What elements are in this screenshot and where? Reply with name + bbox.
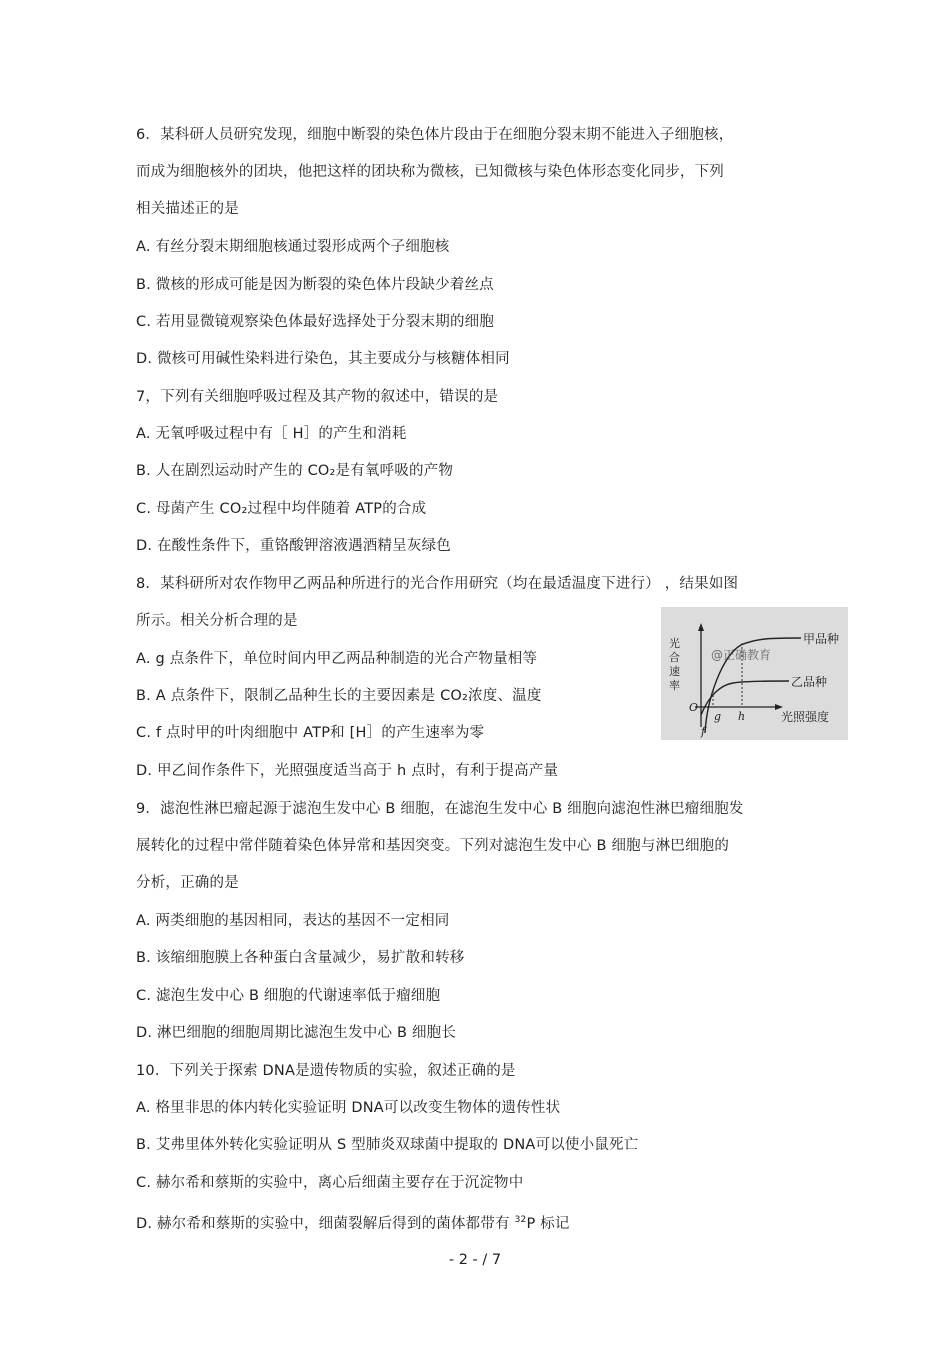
q9-option-b: B. 该缩细胞膜上各种蛋白含量减少，易扩散和转移 bbox=[136, 950, 465, 966]
q10-option-a: A. 格里非思的体内转化实验证明 DNA可以改变生物体的遗传性状 bbox=[136, 1100, 561, 1116]
q9-option-c: C. 滤泡生发中心 B 细胞的代谢速率低于瘤细胞 bbox=[136, 988, 441, 1004]
q10-option-d-suffix: P 标记 bbox=[526, 1216, 570, 1232]
point-label-o: O bbox=[689, 701, 699, 714]
q6-stem-line-2: 而成为细胞核外的团块，他把这样的团块称为微核，已知微核与染色体形态变化同步，下列 bbox=[136, 164, 724, 180]
q6-option-a: A. 有丝分裂末期细胞核通过裂形成两个子细胞核 bbox=[136, 239, 450, 255]
series-label-yi: 乙品种 bbox=[791, 675, 828, 689]
point-label-h: h bbox=[738, 710, 746, 723]
q9-option-a: A. 两类细胞的基因相同，表达的基因不一定相同 bbox=[136, 913, 450, 929]
point-label-g: g bbox=[714, 710, 722, 723]
isotope-superscript: 32 bbox=[514, 1215, 527, 1225]
watermark-text: @正确教育 bbox=[711, 648, 772, 662]
q6-option-d: D. 微核可用碱性染料进行染色，其主要成分与核糖体相同 bbox=[136, 351, 510, 367]
y-axis-label-1: 光 bbox=[669, 637, 680, 650]
q7-stem: 7，下列有关细胞呼吸过程及其产物的叙述中，错误的是 bbox=[136, 389, 499, 405]
q10-option-d-text: D. 赫尔希和蔡斯的实验中，细菌裂解后得到的菌体都带有 bbox=[136, 1216, 515, 1232]
series-label-jia: 甲品种 bbox=[803, 632, 840, 646]
q7-option-c: C. 母菌产生 CO₂过程中均伴随着 ATP的合成 bbox=[136, 501, 427, 517]
q9-stem-line-1: 9．滤泡性淋巴瘤起源于滤泡生发中心 B 细胞，在滤泡生发中心 B 细胞向滤泡性淋巴瘤细胞发 bbox=[136, 801, 744, 817]
y-axis-arrow bbox=[698, 623, 704, 631]
q8-option-b: B. A 点条件下，限制乙品种生长的主要因素是 CO₂浓度、温度 bbox=[136, 688, 542, 704]
q6-stem-line-1: 6．某科研人员研究发现，细胞中断裂的染色体片段由于在细胞分裂末期不能进入子细胞核， bbox=[136, 127, 734, 143]
y-axis-label-2: 合 bbox=[669, 651, 680, 664]
y-axis-label-3: 速 bbox=[669, 665, 680, 678]
q6-stem-line-3: 相关描述正的是 bbox=[136, 201, 239, 217]
page-number: - 2 - / 7 bbox=[448, 1252, 502, 1268]
q8-option-a: A. g 点条件下，单位时间内甲乙两品种制造的光合产物量相等 bbox=[136, 651, 538, 667]
q10-option-c: C. 赫尔希和蔡斯的实验中，离心后细菌主要存在于沉淀物中 bbox=[136, 1175, 524, 1191]
q7-option-b: B. 人在剧烈运动时产生的 CO₂是有氧呼吸的产物 bbox=[136, 463, 454, 479]
x-axis-label: 光照强度 bbox=[781, 710, 830, 724]
point-label-f: f bbox=[701, 725, 706, 738]
q8-stem-line-1: 8．某科研所对农作物甲乙两品种所进行的光合作用研究（均在最适温度下进行） ，结果如图 bbox=[136, 576, 739, 592]
q9-stem-line-3: 分析，正确的是 bbox=[136, 875, 239, 891]
q9-option-d: D. 淋巴细胞的细胞周期比滤泡生发中心 B 细胞长 bbox=[136, 1025, 457, 1041]
q8-stem-line-2: 所示。相关分析合理的是 bbox=[136, 613, 298, 629]
photosynthesis-figure bbox=[661, 607, 848, 740]
q6-option-b: B. 微核的形成可能是因为断裂的染色体片段缺少着丝点 bbox=[136, 277, 494, 293]
q10-stem: 10．下列关于探索 DNA是遗传物质的实验，叙述正确的是 bbox=[136, 1063, 516, 1079]
photosynthesis-curve-graph bbox=[661, 607, 848, 740]
q10-option-b: B. 艾弗里体外转化实验证明从 S 型肺炎双球菌中提取的 DNA可以使小鼠死亡 bbox=[136, 1137, 639, 1153]
q9-stem-line-2: 展转化的过程中常伴随着染色体异常和基因突变。下列对滤泡生发中心 B 细胞与淋巴细胞的 bbox=[136, 838, 730, 854]
y-axis-label-4: 率 bbox=[669, 679, 680, 692]
q7-option-d: D. 在酸性条件下，重铬酸钾溶液遇酒精呈灰绿色 bbox=[136, 538, 451, 554]
q6-option-c: C. 若用显微镜观察染色体最好选择处于分裂末期的细胞 bbox=[136, 314, 495, 330]
q7-option-a: A. 无氧呼吸过程中有［ H］的产生和消耗 bbox=[136, 426, 407, 442]
q8-option-c: C. f 点时甲的叶肉细胞中 ATP和 [H］的产生速率为零 bbox=[136, 725, 485, 741]
q10-option-d bbox=[136, 1211, 570, 1233]
q8-option-d: D. 甲乙间作条件下，光照强度适当高于 h 点时，有利于提高产量 bbox=[136, 763, 559, 779]
